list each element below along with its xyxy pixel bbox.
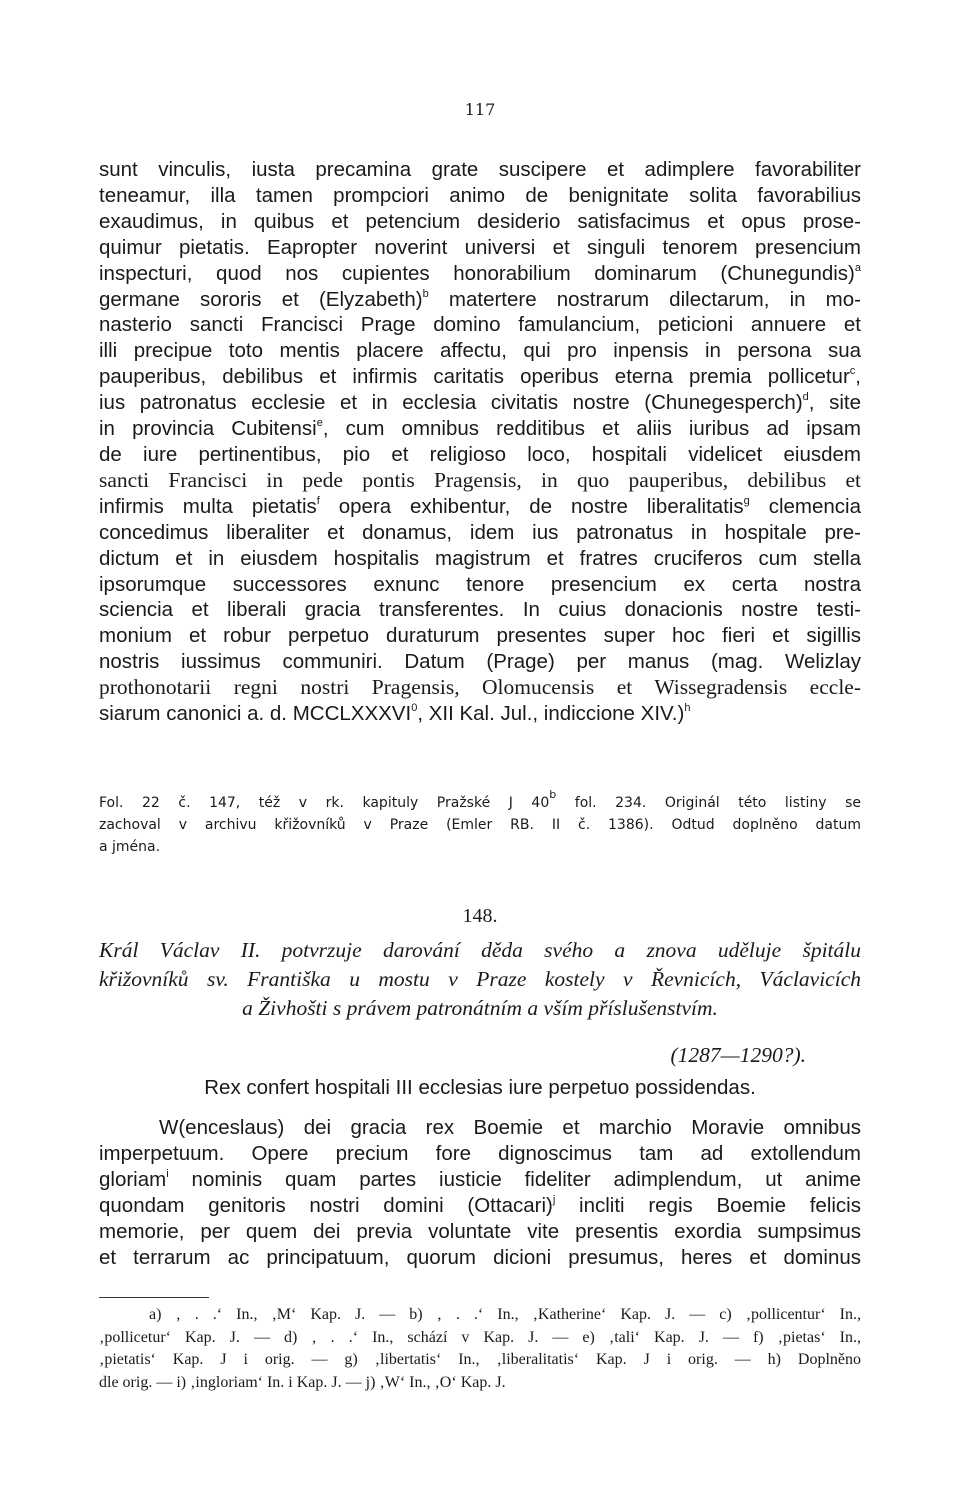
- text-line: infirmis multa pietatis$^f$ opera exhibentur, de nostre liberalitatis$^g$ clemencia: [99, 494, 861, 518]
- text-line: prothonotarii regni nostri Pragensis, Olomucensis et Wissegradensis eccle-: [99, 675, 861, 700]
- charter-147-text: [99, 157, 861, 727]
- footnote-mark: h: [684, 702, 691, 715]
- text-line: sciencia et liberali gracia transferentes. In cuius donacionis nostre testi-: [99, 598, 861, 622]
- text-line: siarum canonici a. d. MCCLXXXVI$^0$, XII Kal. Jul., indiccione XIV.)$^h$: [99, 702, 691, 726]
- text-line: nasterio sancti Francisci Prage domino famulancium, peticioni annuere et: [99, 313, 861, 337]
- footnote-mark: d: [802, 391, 809, 404]
- footnote-mark: 0: [411, 702, 418, 715]
- text-line: pauperibus, debilibus et infirmis caritatis operibus eterna premia pollicetur$^c$,: [99, 365, 861, 389]
- text-line: sunt vinculis, iusta precamina grate suscipere et adimplere favorabiliter: [99, 158, 861, 181]
- text-line: zachoval v archivu křižovníků v Praze (Emler RB. II č. 1386). Odtud doplněno datum: [99, 817, 861, 833]
- footnote-divider: [99, 1297, 209, 1298]
- regest: Rex confert hospitali III ecclesias iure perpetuo possidendas.: [204, 1076, 756, 1099]
- footnote-mark: g: [743, 494, 750, 507]
- text-line: illi precipue toto mentis placere affectu, qui pro inpensis in persona sua: [99, 339, 861, 363]
- footnote-mark: b: [422, 287, 429, 300]
- title-line: a Živhošti s právem patronátním a vším příslušenstvím.: [242, 996, 718, 1020]
- text-line: ius patronatus ecclesie et in ecclesia civitatis nostre (Chunegesperch)$^d$, site: [99, 391, 861, 415]
- footnote-line: dle orig. — i) ‚ingloriam‘ In. i Kap. J. — j) ‚W‘ In., ‚O‘ Kap. J.: [99, 1373, 506, 1391]
- text-line: exaudimus, in quibus et petencium desiderio satisfacimus et opus prose-: [99, 209, 861, 233]
- footnote-mark: b: [549, 788, 557, 801]
- footnote-mark: j: [552, 1193, 556, 1206]
- footnote-mark: c: [849, 365, 856, 378]
- document-number: 148.: [462, 905, 498, 927]
- page-number: 117: [464, 100, 496, 119]
- text-line: inspecturi, quod nos cupientes honorabilium dominarum (Chunegundis)$^a$: [99, 261, 861, 285]
- footnote-line: ‚pietatis‘ Kap. J i orig. — g) ‚libertatis‘ In., ‚liberalitatis‘ Kap. J i orig. — h) Doplněno: [99, 1351, 861, 1368]
- footnote-line: a) ‚ . .‘ In., ‚M‘ Kap. J. — b) ‚ . .‘ In., ‚Katherine‘ Kap. J. — c) ‚pollicentur‘ In.,: [149, 1306, 861, 1323]
- text-line: et terrarum ac principatuum, quorum dicioni presumus, heres et dominus: [99, 1245, 861, 1269]
- text-line: Fol. 22 č. 147, též v rk. kapituly Pražské J 40$^b$ fol. 234. Originál této listiny se: [99, 788, 861, 811]
- text-line: gloriam$^i$ nominis quam partes iusticie fideliter adimplendum, ut anime: [99, 1167, 861, 1191]
- text-line: in provincia Cubitensi$^e$, cum omnibus redditibus et aliis iuribus ad ipsam: [99, 417, 861, 441]
- charter-148-text: [99, 1115, 861, 1270]
- footnote-line: ‚pollicetur‘ Kap. J. — d) ‚ . .‘ In., schází v Kap. J. — e) ‚tali‘ Kap. J. — f) ‚pietas‘ In.,: [99, 1328, 861, 1346]
- text-line: monium et robur perpetuo duraturum presentes super hoc fieri et sigillis: [99, 624, 861, 648]
- footnote-mark: a: [854, 261, 861, 274]
- text-line: dictum et in eiusdem hospitalis magistrum et fratres cruciferos cum stella: [99, 546, 861, 570]
- text-line: teneamur, illa tamen prompciori animo de benignitate solita favorabilius: [99, 183, 861, 207]
- text-line: de iure pertinentibus, pio et religioso loco, hospitali videlicet eiusdem: [99, 442, 861, 466]
- text-line: a jména.: [99, 839, 161, 855]
- title-line: křižovníků sv. Františka u mostu v Praze kostely v Řevnicích, Václavicích: [99, 967, 861, 991]
- text-line: germane sororis et (Elyzabeth)$^b$ matertere nostrarum dilectarum, in mo-: [99, 287, 861, 311]
- text-line: quondam genitoris nostri domini (Ottacari)$^j$ incliti regis Boemie felicis: [99, 1193, 861, 1217]
- title-line: Král Václav II. potvrzuje darování děda svého a znova uděluje špitálu: [99, 938, 861, 962]
- text-line: concedimus liberaliter et donamus, idem ius patronatus in hospitale pre-: [99, 520, 861, 544]
- text-line: ipsorumque successores exnunc tenore presencium ex certa nostra: [99, 572, 861, 596]
- text-line: nostris iussimus communiri. Datum (Prage) per manus (mag. Welizlay: [99, 650, 861, 674]
- document-date: (1287—1290?).: [670, 1043, 806, 1067]
- text-line: memorie, per quem dei previa voluntate vite presentis exordia sumpsimus: [99, 1219, 861, 1243]
- document-title: [99, 936, 861, 1023]
- footnote-mark: i: [166, 1167, 169, 1180]
- footnote-mark: e: [316, 417, 323, 430]
- text-line: quimur pietatis. Eapropter noverint universi et singuli tenorem presencium: [99, 235, 861, 259]
- footnotes: [99, 1304, 861, 1394]
- text-line: sancti Francisci in pede pontis Pragensis, in quo pauperibus, debilibus et: [99, 467, 861, 492]
- text-line: W(enceslaus) dei gracia rex Boemie et marchio Moravie omnibus: [159, 1116, 861, 1139]
- footnote-mark: f: [316, 494, 320, 507]
- text-line: imperpetuum. Opere precium fore dignoscimus tam ad extollendum: [99, 1141, 861, 1165]
- source-note: [99, 788, 861, 858]
